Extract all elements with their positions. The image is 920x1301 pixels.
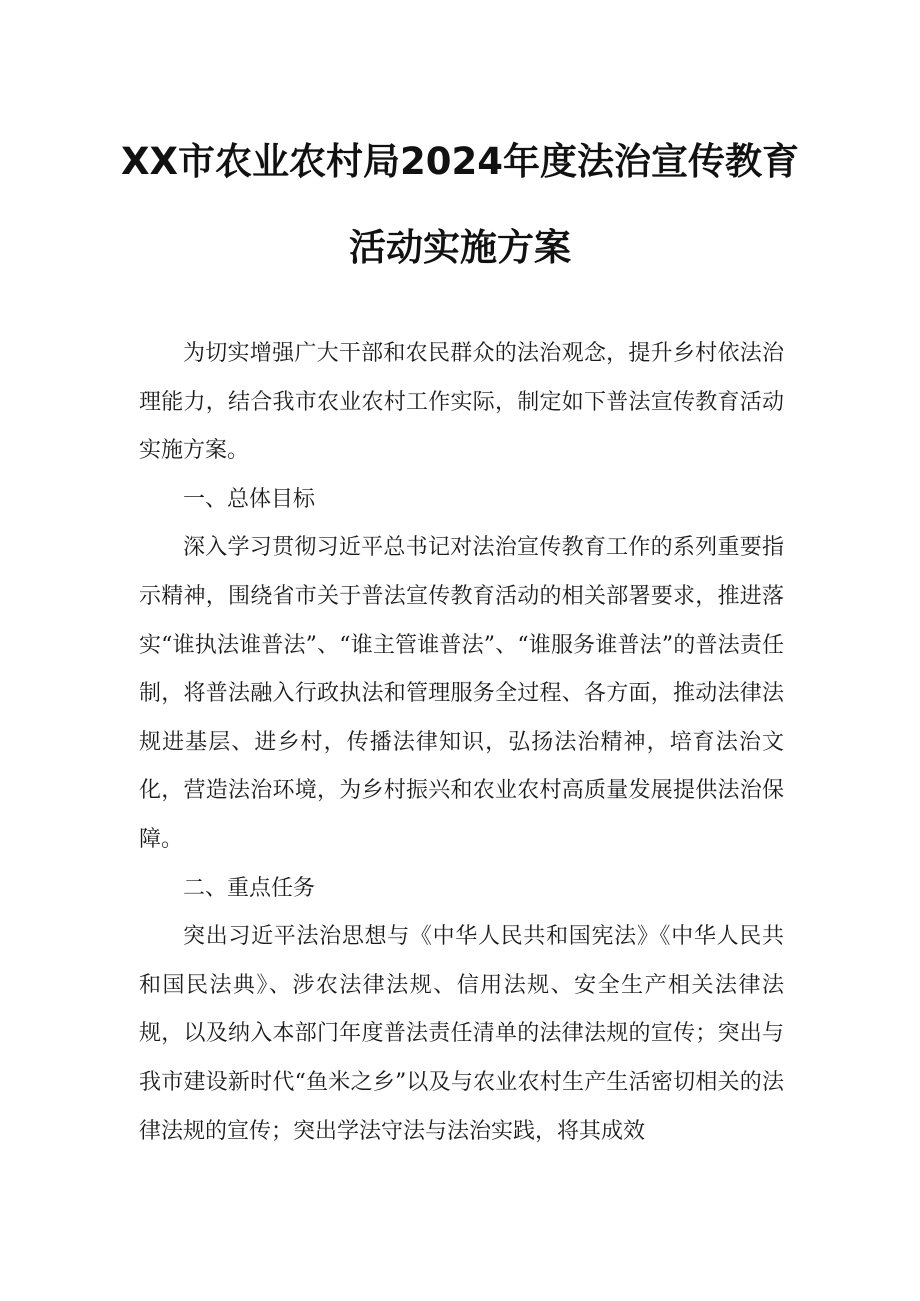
overall-goal-paragraph: 深入学习贯彻习近平总书记对法治宣传教育工作的系列重要指示精神，围绕省市关于普法宣传教育活动的相关部署要求，推进落实“谁执法谁普法”、“谁主管谁普法”、“谁服务谁普法”的普法责任制，将普法融入行政执法和管理服务全过程、各方面，推动法律法规进基层、进乡村，传播法律知识，弘扬法治精神，培育法治文化，营造法治环境，为乡村振兴和农业农村高质量发展提供法治保障。: [139, 535, 784, 852]
document-title-line-2: 活动实施方案: [349, 226, 571, 269]
document-body: [139, 330, 784, 1156]
section-heading-key-tasks: 二、重点任务: [183, 875, 316, 901]
document-title-line-1: XX市农业农村局2024年度法治宣传教育: [120, 140, 800, 183]
intro-paragraph: 为切实增强广大干部和农民群众的法治观念，提升乡村依法治理能力，结合我市农业农村工作实际，制定如下普法宣传教育活动实施方案。: [139, 341, 784, 464]
key-tasks-paragraph: 突出习近平法治思想与《中华人民共和国宪法》《中华人民共和国民法典》、涉农法律法规、信用法规、安全生产相关法律法规，以及纳入本部门年度普法责任清单的法律法规的宣传；突出与我市建设新时代“鱼米之乡”以及与农业农村生产生活密切相关的法律法规的宣传；突出学法守法与法治实践，将其成效: [139, 924, 784, 1144]
section-heading-overall-goal: 一、总体目标: [183, 486, 316, 512]
